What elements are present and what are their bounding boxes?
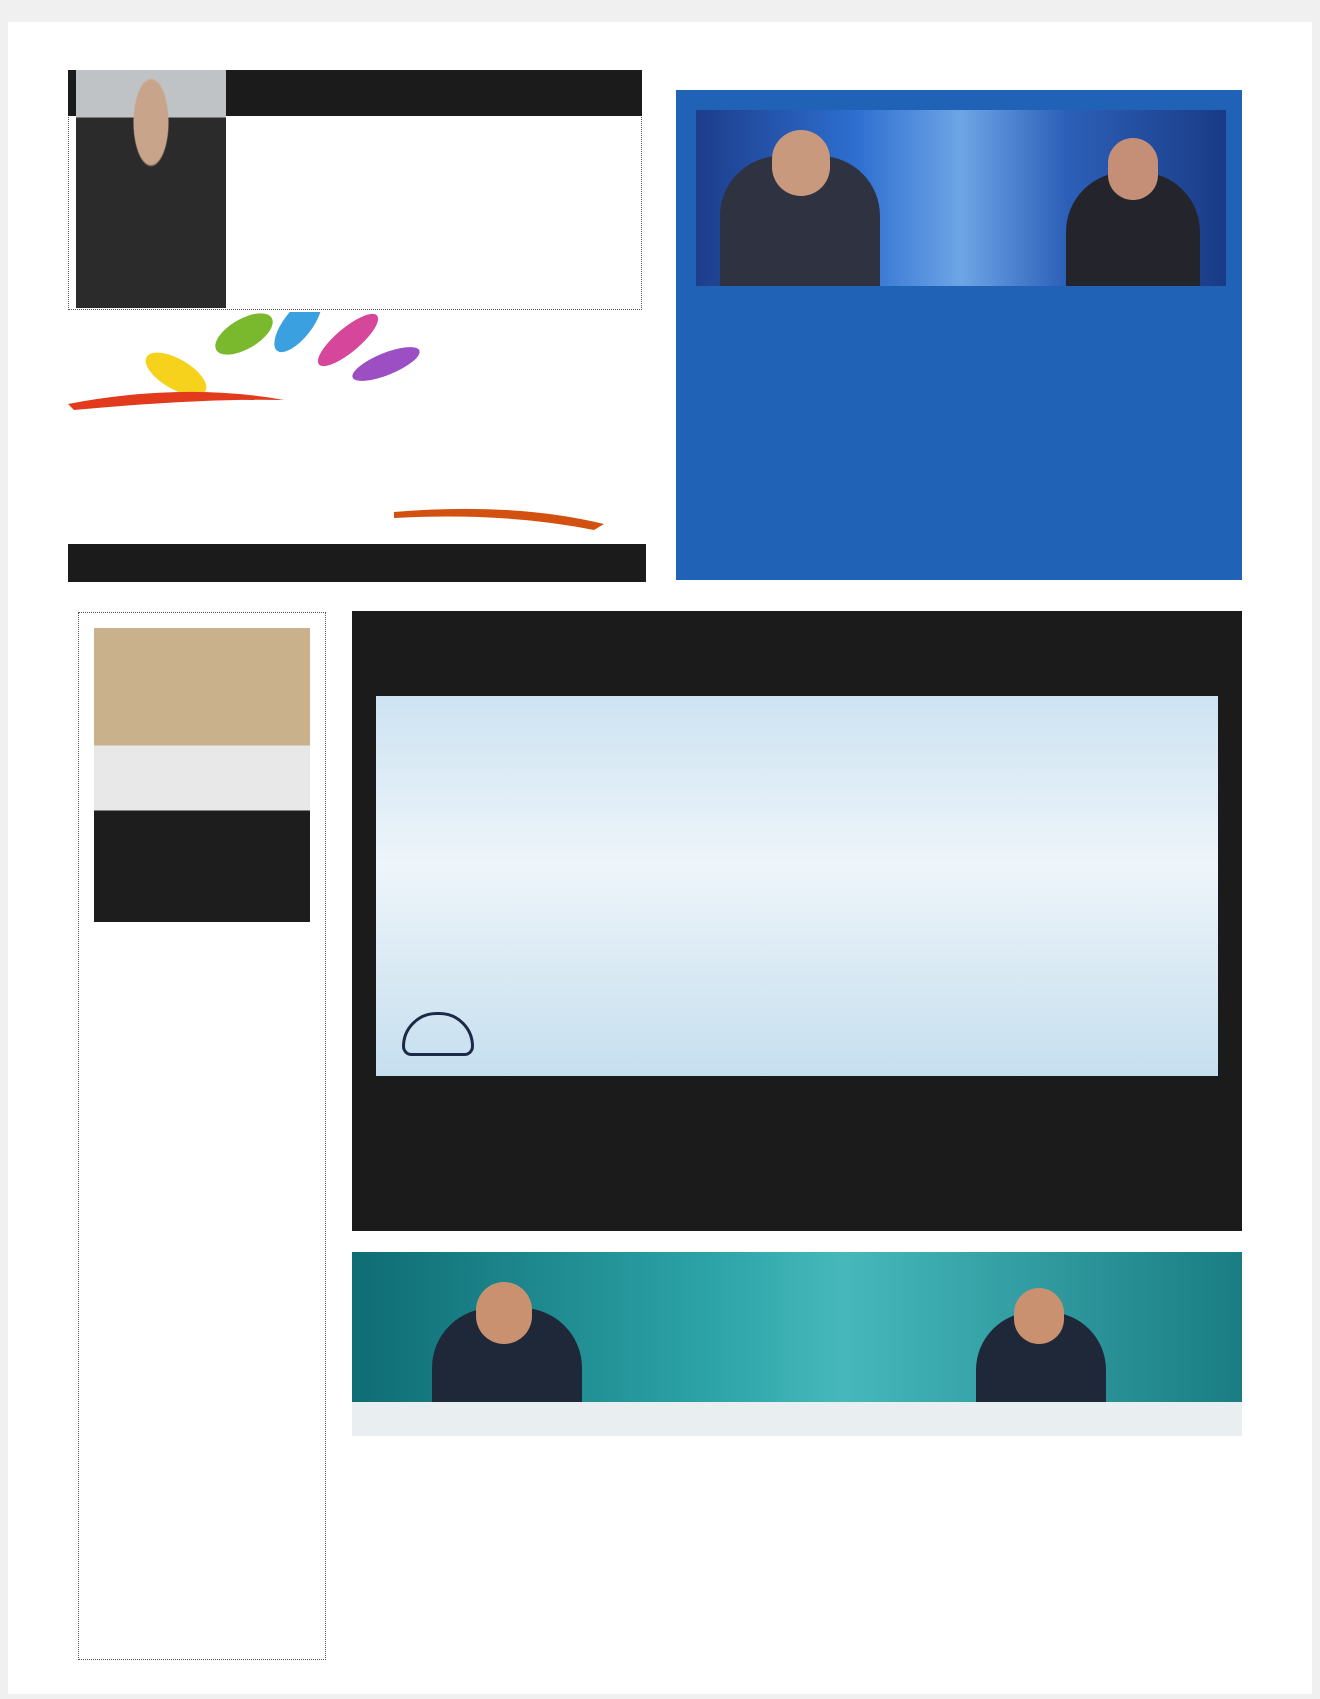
logo-petal-purple (349, 340, 424, 387)
ajans-ada-logo (64, 312, 656, 552)
arrest-photo (94, 628, 310, 922)
studio-desk (352, 1402, 1242, 1436)
tv-studio-photo (352, 1252, 1242, 1436)
studio-host-head (1014, 1288, 1064, 1344)
studio-guest-head (476, 1282, 532, 1344)
logo-petal-blue (266, 312, 330, 359)
interview-photo (696, 110, 1226, 286)
logo-swoosh (68, 392, 284, 410)
sampiyon-melekler-poster (376, 696, 1218, 1076)
masthead-bar (68, 544, 646, 582)
interview-guest-head (772, 130, 830, 196)
logo-swoosh-2 (394, 509, 604, 530)
interview-host-head (1108, 138, 1158, 200)
association-seal-icon (402, 1012, 474, 1056)
top-left-headline (200, 72, 642, 114)
logo-petal-green (209, 312, 279, 363)
